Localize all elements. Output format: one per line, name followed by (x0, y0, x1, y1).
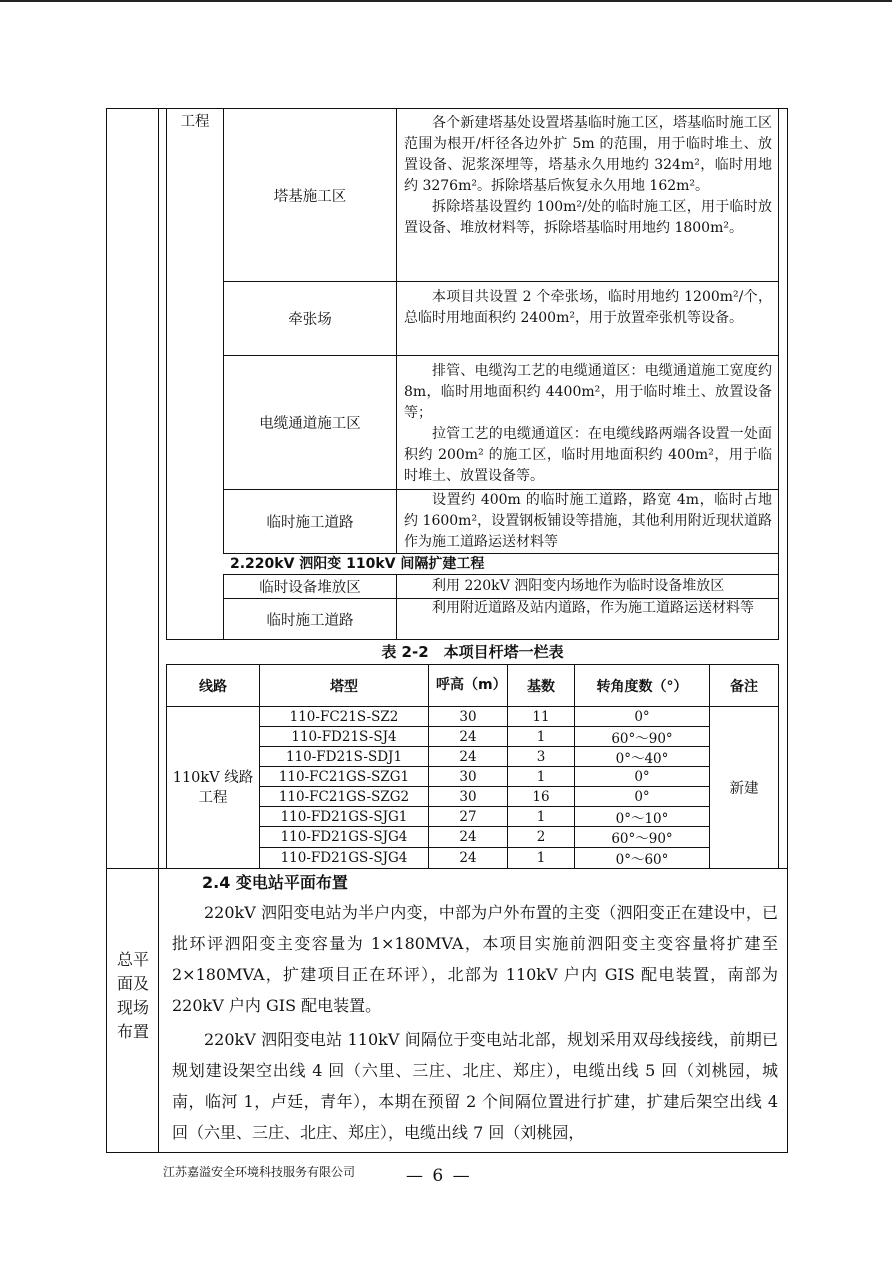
count-cell: 2 (536, 829, 546, 845)
height-cell: 24 (459, 850, 477, 866)
tower-type-cell: 110-FD21GS-SJG4 (280, 850, 408, 866)
temp-road-name: 临时施工道路 (266, 515, 354, 531)
height-cell: 24 (459, 728, 477, 745)
header-count: 基数 (527, 678, 555, 695)
angle-cell: 0° (634, 768, 650, 785)
section-2-4-heading: 2.4 变电站平面布置 (202, 873, 348, 892)
equip-area-desc: 利用 220kV 泗阳变内场地作为临时设备堆放区 (432, 578, 725, 594)
header-angle: 转角度数（°） (596, 678, 688, 695)
line-group-label: 110kV 线路工程 (172, 769, 254, 806)
count-cell: 3 (536, 748, 546, 765)
side-label-layout: 总平面及现场布置 (116, 950, 149, 1041)
count-cell: 1 (536, 768, 546, 785)
cable-channel-desc: 排管、电缆沟工艺的电缆通道区：电缆通道施工宽度约 8m，临时用地面积约 4400m²，用于临时堆土、放置设备等； 拉管工艺的电缆通道区：在电缆线路两端各设置一处面积约 200m² 的施工区，临时用地面积约 400m²，用于临时堆土、放置设备等。 (404, 363, 772, 484)
angle-cell: 60°～90° (611, 730, 673, 747)
angle-cell: 0° (634, 708, 650, 725)
temp-road-desc: 设置约 400m 的临时施工道路，路宽 4m，临时占地约 1600m²，设置钢板铺设等措施，其他利用附近现状道路作为施工道路运送材料等 (404, 492, 772, 550)
section2-title: 2.220kV 泗阳变 110kV 间隔扩建工程 (230, 556, 485, 572)
height-cell: 30 (459, 708, 477, 725)
angle-cell: 60°～90° (611, 831, 673, 847)
count-cell: 11 (532, 708, 550, 725)
height-cell: 27 (459, 808, 477, 825)
tower-type-cell: 110-FC21S-SZ2 (289, 708, 399, 725)
height-cell: 30 (459, 768, 477, 785)
page-number: — 6 — (406, 1166, 472, 1186)
cable-channel-name: 电缆通道施工区 (259, 416, 361, 432)
count-cell: 1 (536, 808, 546, 825)
tower-area-name: 塔基施工区 (273, 188, 347, 205)
height-cell: 30 (459, 788, 477, 805)
temp-road2-name: 临时施工道路 (266, 612, 354, 629)
note-new: 新建 (729, 781, 759, 797)
angle-cell: 0°～10° (615, 810, 669, 827)
count-cell: 1 (536, 728, 546, 745)
footer-company: 江苏嘉溢安全环境科技服务有限公司 (163, 1165, 356, 1179)
tower-type-cell: 110-FD21S-SDJ1 (285, 748, 403, 765)
height-cell: 24 (459, 829, 477, 845)
count-cell: 16 (532, 788, 550, 805)
header-line: 线路 (199, 678, 227, 695)
tower-type-cell: 110-FD21GS-SJG4 (280, 829, 408, 845)
engineering-label: 工程 (180, 113, 210, 130)
section-2-4-body: 220kV 泗阳变电站为半户内变，中部为户外布置的主变（泗阳变正在建设中，已批环评泗阳变主变容量为 1×180MVA，本项目实施前泗阳变主变容量将扩建至 2×180MVA，扩建项目正在环评），北部为 110kV 户内 GIS 配电装置，南部为 220kV 户内 GIS 配电装置。 220kV 泗阳变电站 110kV 间隔位于变电站北部，规划采用双母线接线，前期已规划建设架空出线 4 回（六里、三庄、北庄、郑庄），电缆出线 5 回（刘桃园，城南，临河 1，卢廷，青年），本期在预留 2 个间隔位置进行扩建，扩建后架空出线 4 回（六里、三庄、北庄、郑庄），电缆出线 7 回（刘桃园， (172, 903, 778, 1142)
angle-cell: 0° (634, 788, 650, 805)
angle-cell: 0°～60° (615, 852, 669, 868)
header-height: 呼高（m） (436, 677, 507, 693)
angle-cell: 0°～40° (615, 750, 669, 767)
header-note: 备注 (730, 678, 758, 695)
tension-field-name: 牵张场 (288, 312, 332, 328)
tower-type-cell: 110-FC21GS-SZG1 (278, 768, 410, 785)
tension-field-desc: 本项目共设置 2 个牵张场，临时用地约 1200m²/个，总临时用地面积约 2400m²，用于放置牵张机等设备。 (404, 289, 772, 326)
tower-type-cell: 110-FD21GS-SJG1 (280, 808, 408, 825)
temp-road2-desc: 利用附近道路及站内道路，作为施工道路运送材料等 (432, 600, 754, 616)
tower-type-cell: 110-FD21S-SJ4 (291, 728, 397, 745)
tower-type-cell: 110-FC21GS-SZG2 (278, 788, 410, 805)
page-top-border (0, 0, 892, 2)
table-2-2-caption: 表 2-2 本项目杆塔一栏表 (381, 643, 564, 661)
count-cell: 1 (536, 850, 546, 866)
header-tower-type: 塔型 (330, 678, 358, 695)
height-cell: 24 (459, 748, 477, 765)
tower-area-desc: 各个新建塔基处设置塔基临时施工区，塔基临时施工区范围为根开/杆径各边外扩 5m 的范围，用于临时堆土、放置设备、泥浆深埋等，塔基永久用地约 324m²，临时用地约 3276m²。拆除塔基后恢复永久用地 162m²。 拆除塔基设置约 100m²/处的临时施工区，用于临时放置设备、堆放材料等，拆除塔基临时用地约 1800m²。 (404, 115, 772, 236)
equip-area-name: 临时设备堆放区 (259, 580, 361, 596)
